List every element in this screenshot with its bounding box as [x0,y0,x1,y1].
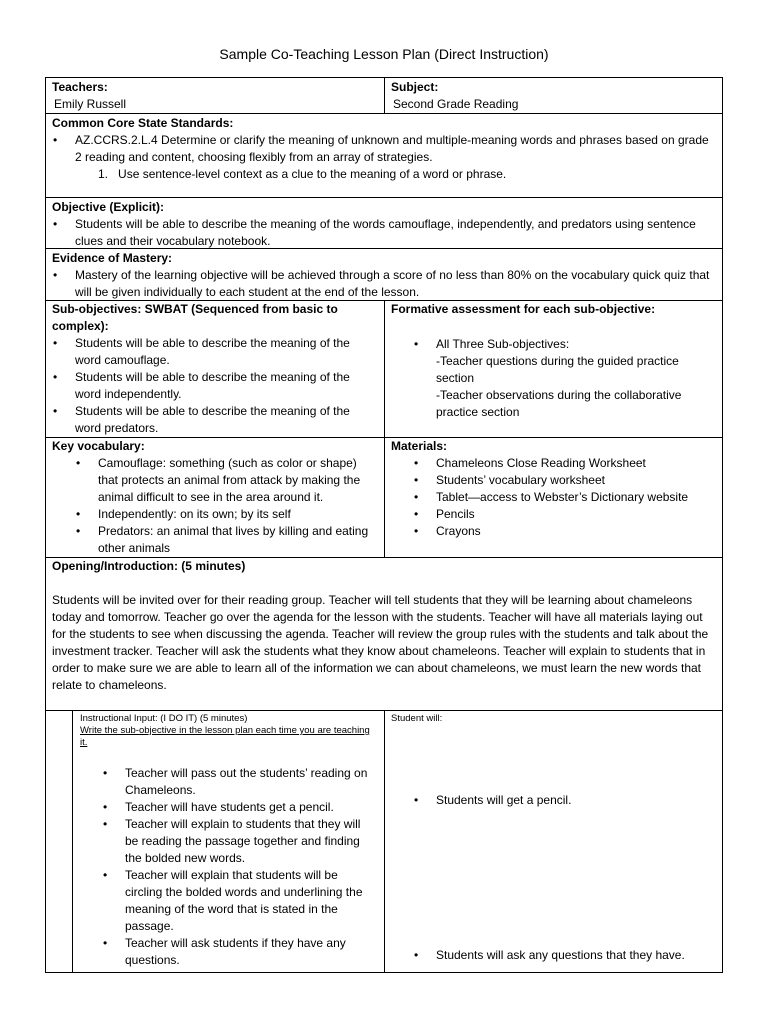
formative-cell [391,301,716,421]
standards-sub [52,166,717,183]
document-title: Sample Co-Teaching Lesson Plan (Direct Instruction) [219,46,549,62]
student-cell [391,713,716,725]
evidence-label: Evidence of Mastery: [52,251,173,265]
standards-sub-number: 1. [98,167,109,181]
materials-item: • Students’ vocabulary worksheet [436,472,716,489]
standards-sub-text: Use sentence-level context as a clue to the meaning of a word or phrase. [118,167,507,181]
teachers-label: Teachers: [52,80,108,94]
opening-text: Students will be invited over for their reading group. Teacher will tell students that they will be learning about chameleons today and tomorrow. Teacher go over the agenda for the lesson with the students. Teacher will have all materials laying out for the students to see when discussing the agenda. Teacher will review the group rules with the students and talk about the investment tracker. Teacher will ask the students what they know about chameleons. Teacher will explain to students that in order to make sure we are able to learn all of the information we can about chameleons, we must learn the new words that relate to chameleons. [52,593,709,692]
instruction-item: • Teacher will pass out the students’ reading on Chameleons. [125,765,375,799]
vocabulary-item: • Camouflage: something (such as color or shape) that protects an animal from attack by making the animal difficult to see in the area around it. [98,455,373,506]
subject-label: Subject: [391,80,439,94]
subobjective-item: • Students will be able to describe the meaning of the word independently. [75,369,372,403]
objective-label: Objective (Explicit): [52,200,165,214]
vocabulary-cell [52,438,377,557]
materials-item: • Chameleons Close Reading Worksheet [436,455,716,472]
formative-bullet: • All Three Sub-objectives: [436,336,701,353]
student-item: • Students will ask any questions that they have. [436,947,716,964]
standards-label: Common Core State Standards: [52,116,234,130]
opening-cell [52,558,716,694]
formative-line-2: -Teacher observations during the collaborative practice section [436,388,682,419]
vocabulary-item: • Independently: on its own; by its self [98,506,373,523]
objective-bullet: • Students will be able to describe the meaning of the words camouflage, independently, and predators using sentence clues and their vocabulary notebook. [75,216,717,250]
materials-item: • Pencils [436,506,716,523]
vocabulary-item: • Predators: an animal that lives by killing and eating other animals [98,523,373,557]
instruction-item: • Teacher will explain that students will be circling the bolded words and underlining the meaning of the word that is stated in the passage. [125,867,375,935]
materials-cell [391,438,716,540]
formative-label: Formative assessment for each sub-objective: [391,302,656,316]
instruction-note: Write the sub-objective in the lesson plan each time you are teaching it. [80,725,370,748]
standards-cell [52,115,717,183]
instruction-cell [80,713,376,969]
student-label: Student will: [391,713,443,724]
objective-cell [52,199,717,250]
instruction-item: • Teacher will have students get a pencil. [125,799,375,816]
subobjectives-cell [52,301,372,437]
vocabulary-label: Key vocabulary: [52,439,145,453]
materials-item: • Tablet—access to Webster’s Dictionary website [436,489,716,506]
subject-cell [391,79,716,113]
materials-item: • Crayons [436,523,716,540]
subobjective-item: • Students will be able to describe the meaning of the word predators. [75,403,372,437]
subobjective-item: • Students will be able to describe the meaning of the word camouflage. [75,335,372,369]
subobjectives-label: Sub-objectives: SWBAT (Sequenced from basic to complex): [52,302,338,333]
materials-label: Materials: [391,439,448,453]
instruction-item: • Teacher will ask students if they have any questions. [125,935,375,969]
standards-bullet: • AZ.CCRS.2.L.4 Determine or clarify the meaning of unknown and multiple-meaning words and phrases based on grade 2 reading and content, choosing flexibly from an array of strategies. [75,132,717,166]
evidence-cell [52,250,717,301]
teachers-cell [52,79,377,113]
formative-line-1: -Teacher questions during the guided practice section [436,354,679,385]
opening-label: Opening/Introduction: (5 minutes) [52,559,246,573]
instruction-item: • Teacher will explain to students that they will be reading the passage together and finding the bolded new words. [125,816,375,867]
teachers-value: Emily Russell [54,97,127,111]
subject-value: Second Grade Reading [393,97,519,111]
evidence-bullet: • Mastery of the learning objective will be achieved through a score of no less than 80% on the vocabulary quick quiz that will be given individually to each student at the end of the lesson. [75,267,717,301]
student-item: • Students will get a pencil. [436,792,716,809]
instruction-label: Instructional Input: (I DO IT) (5 minutes) [80,713,248,724]
